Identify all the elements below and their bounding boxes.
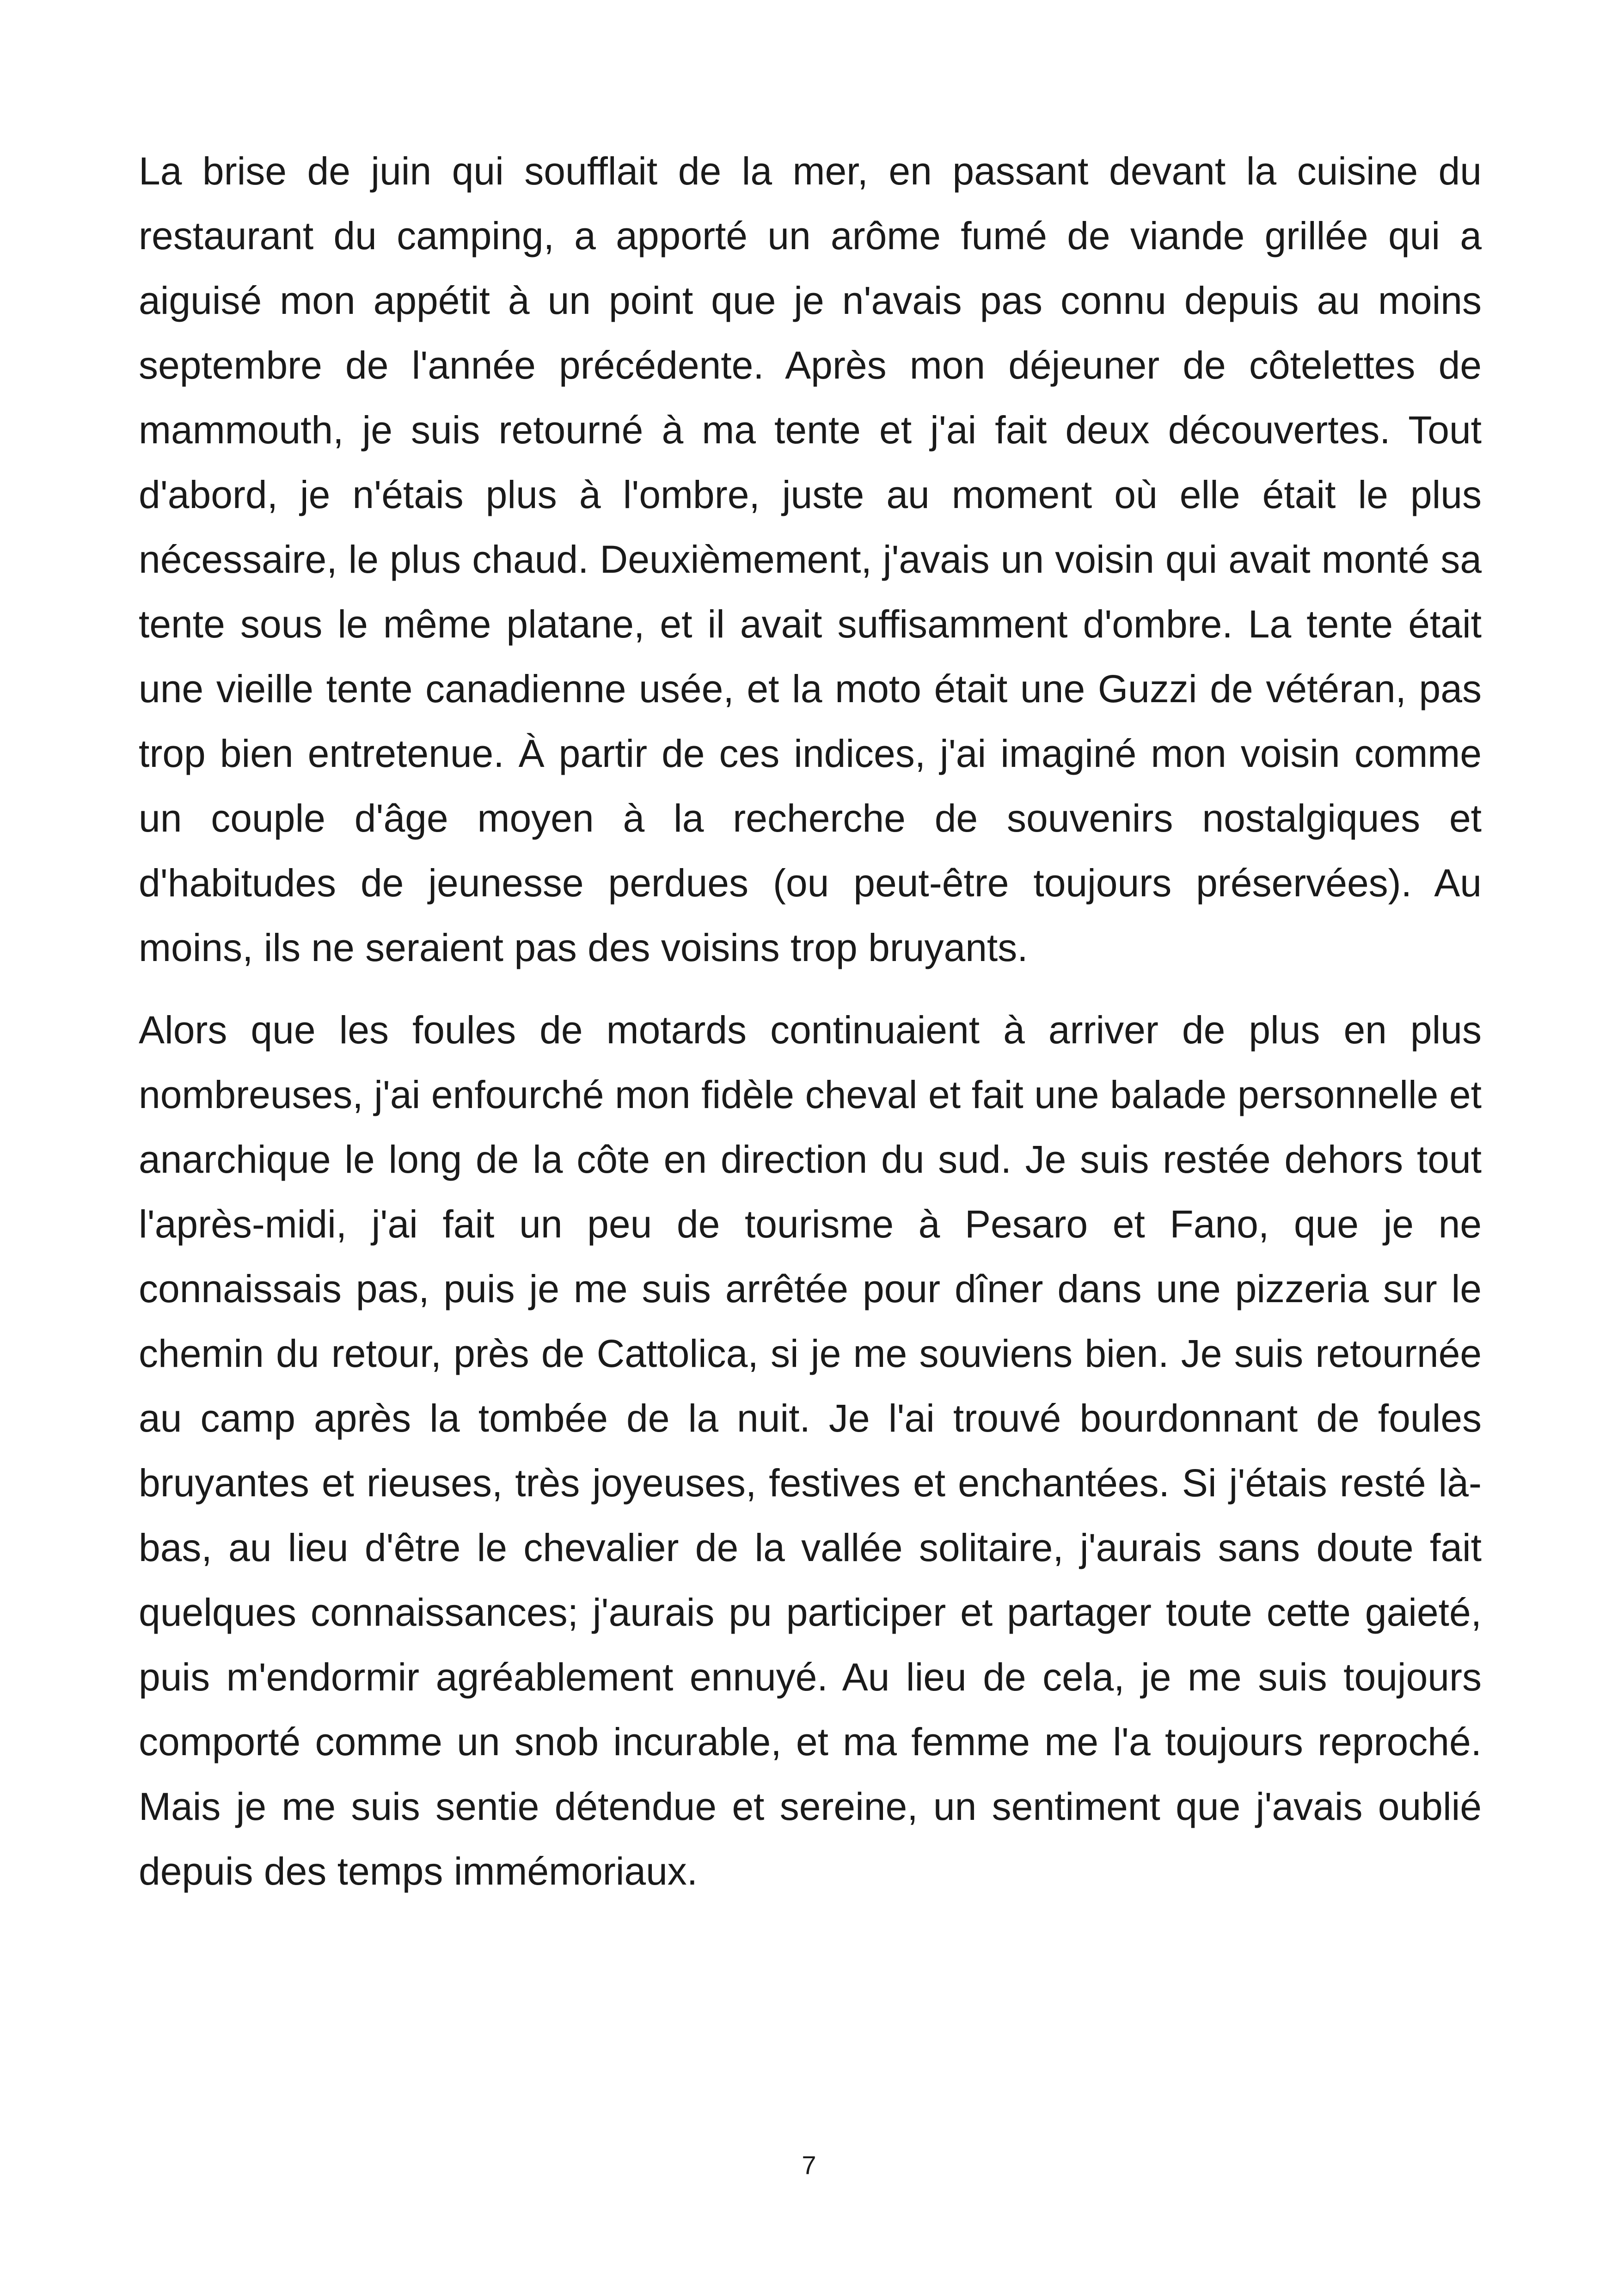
paragraph-2: Alors que les foules de motards continuaient à arriver de plus en plus nombreuses, j'ai enfourché mon fidèle cheval et fait une balade personnelle et anarchique le long de la côte en direction du sud. Je suis restée dehors tout l'après-midi, j'ai fait un peu de tourisme à Pesaro et Fano, que je ne connaissais pas, puis je me suis arrêtée pour dîner dans une pizzeria sur le chemin du retour, près de Cattolica, si je me souviens bien. Je suis retournée au camp après la tombée de la nuit. Je l'ai trouvé bourdonnant de foules bruyantes et rieuses, très joyeuses, festives et enchantées. Si j'étais resté là-bas, au lieu d'être le chevalier de la vallée solitaire, j'aurais sans doute fait quelques connaissances; j'aurais pu participer et partager toute cette gaieté, puis m'endormir agréablement ennuyé. Au lieu de cela, je me suis toujours comporté comme un snob incurable, et ma femme me l'a toujours reproché. Mais je me suis sentie détendue et sereine, un sentiment que j'avais oublié depuis des temps immémoriaux. <box>139 1008 1482 1893</box>
paragraph-1: La brise de juin qui soufflait de la mer, en passant devant la cuisine du restaurant du camping, a apporté un arôme fumé de viande grillée qui a aiguisé mon appétit à un point que je n'avais pas connu depuis au moins septembre de l'année précédente. Après mon déjeuner de côtelettes de mammouth, je suis retourné à ma tente et j'ai fait deux découvertes. Tout d'abord, je n'étais plus à l'ombre, juste au moment où elle était le plus nécessaire, le plus chaud. Deuxièmement, j'avais un voisin qui avait monté sa tente sous le même platane, et il avait suffisamment d'ombre. La tente était une vieille tente canadienne usée, et la moto était une Guzzi de vétéran, pas trop bien entretenue. À partir de ces indices, j'ai imaginé mon voisin comme un couple d'âge moyen à la recherche de souvenirs nostalgiques et d'habitudes de jeunesse perdues (ou peut-être toujours préservées). Au moins, ils ne seraient pas des voisins trop bruyants. <box>139 149 1482 969</box>
page-number: 7 <box>802 2150 816 2180</box>
body-text <box>139 139 1482 1921</box>
